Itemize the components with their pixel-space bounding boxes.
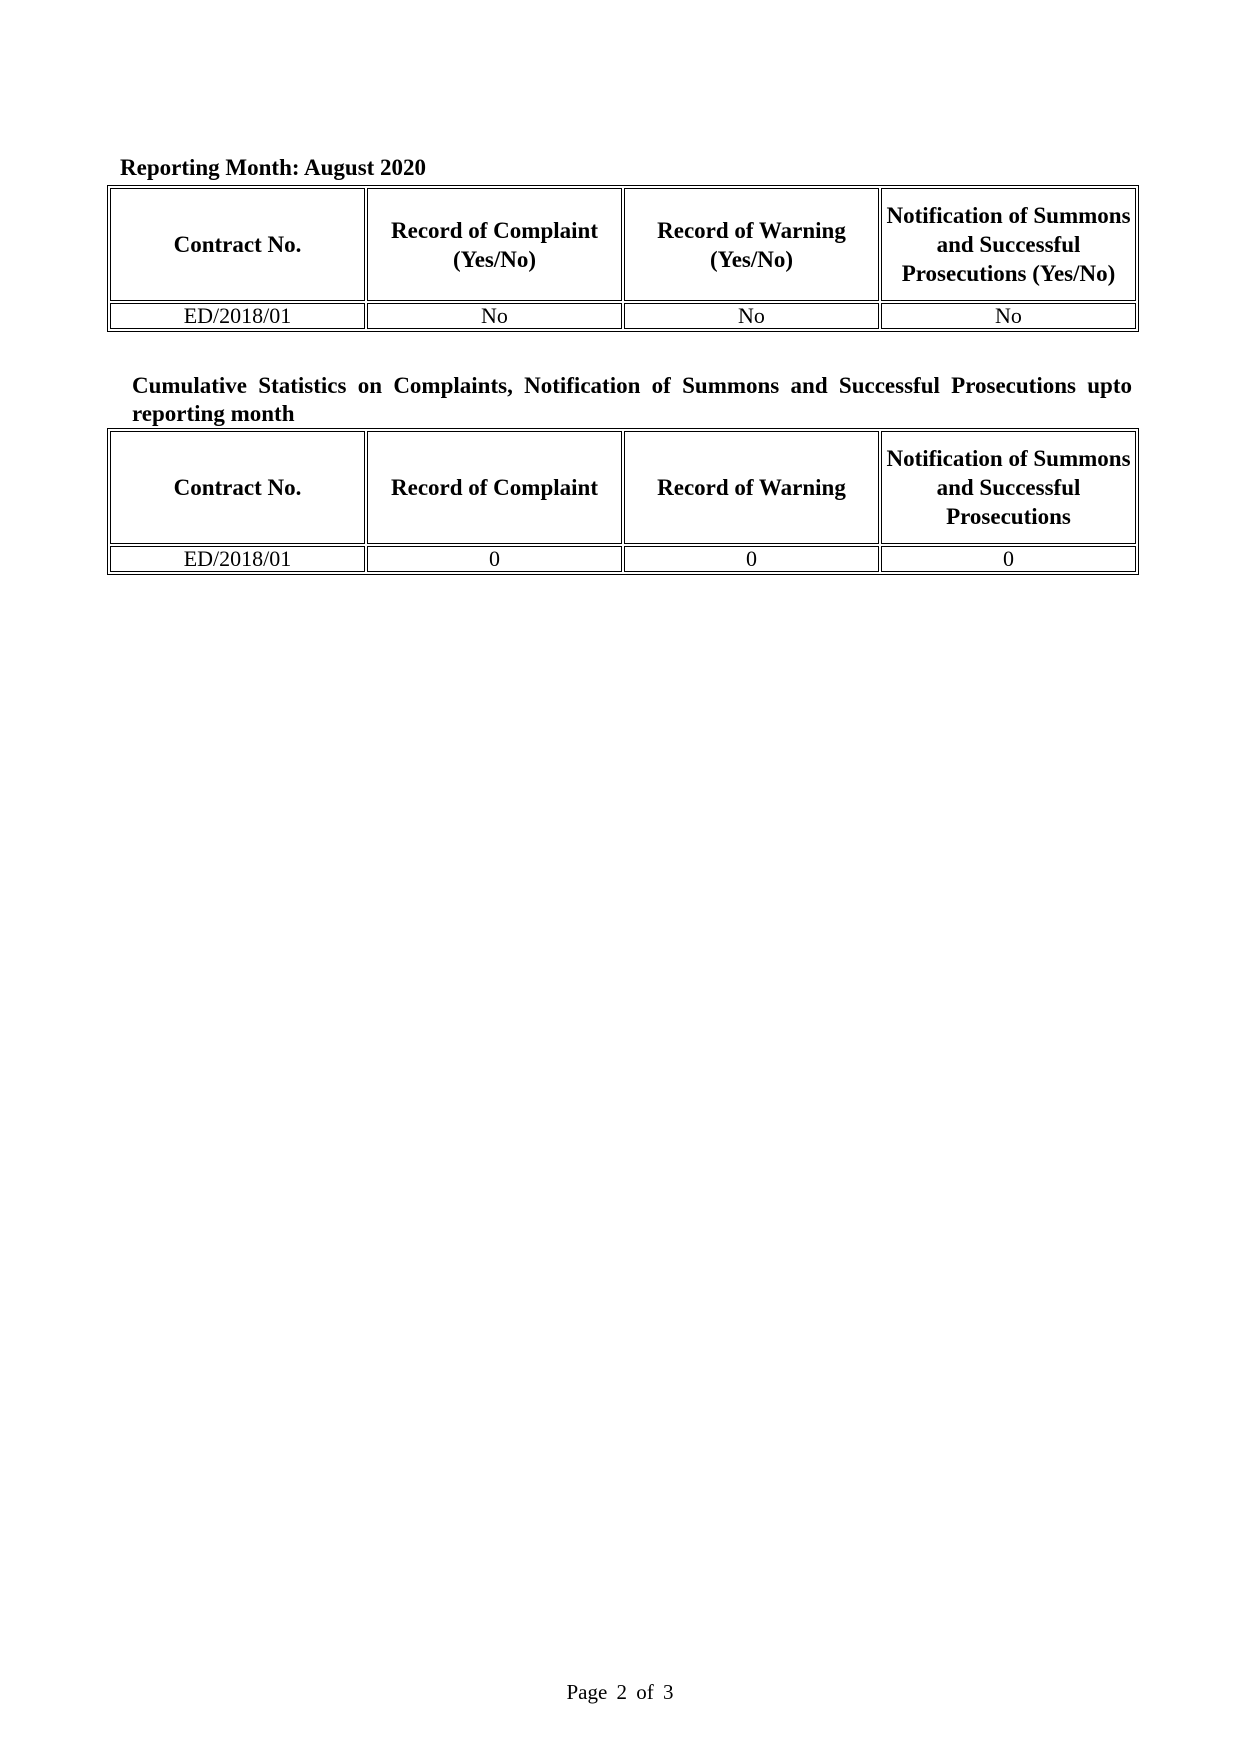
cumulative-statistics-title: Cumulative Statistics on Complaints, Notification of Summons and Successful Prosecutions upto reporting month xyxy=(132,373,1132,426)
table-header-row xyxy=(110,188,1136,301)
cell-contract-no: ED/2018/01 xyxy=(110,303,365,329)
header-contract-no: Contract No. xyxy=(110,188,365,301)
table-row xyxy=(110,546,1136,572)
table-row xyxy=(110,303,1136,329)
table-header-row xyxy=(110,431,1136,544)
header-notification-of-summons: Notification of Summons and Successful Prosecutions xyxy=(881,431,1136,544)
cell-record-of-complaint: No xyxy=(367,303,622,329)
reporting-month-table xyxy=(107,185,1139,332)
page-number: Page 2 of 3 xyxy=(566,1680,674,1704)
header-record-of-complaint: Record of Complaint (Yes/No) xyxy=(367,188,622,301)
header-notification-of-summons: Notification of Summons and Successful Prosecutions (Yes/No) xyxy=(881,188,1136,301)
cell-record-of-warning: 0 xyxy=(624,546,879,572)
cell-record-of-warning: No xyxy=(624,303,879,329)
header-contract-no: Contract No. xyxy=(110,431,365,544)
header-record-of-warning: Record of Warning xyxy=(624,431,879,544)
cell-notification-of-summons: No xyxy=(881,303,1136,329)
cell-record-of-complaint: 0 xyxy=(367,546,622,572)
cumulative-statistics-table xyxy=(107,428,1139,575)
cell-notification-of-summons: 0 xyxy=(881,546,1136,572)
header-record-of-complaint: Record of Complaint xyxy=(367,431,622,544)
cell-contract-no: ED/2018/01 xyxy=(110,546,365,572)
header-record-of-warning: Record of Warning (Yes/No) xyxy=(624,188,879,301)
reporting-month-title: Reporting Month: August 2020 xyxy=(120,155,427,180)
